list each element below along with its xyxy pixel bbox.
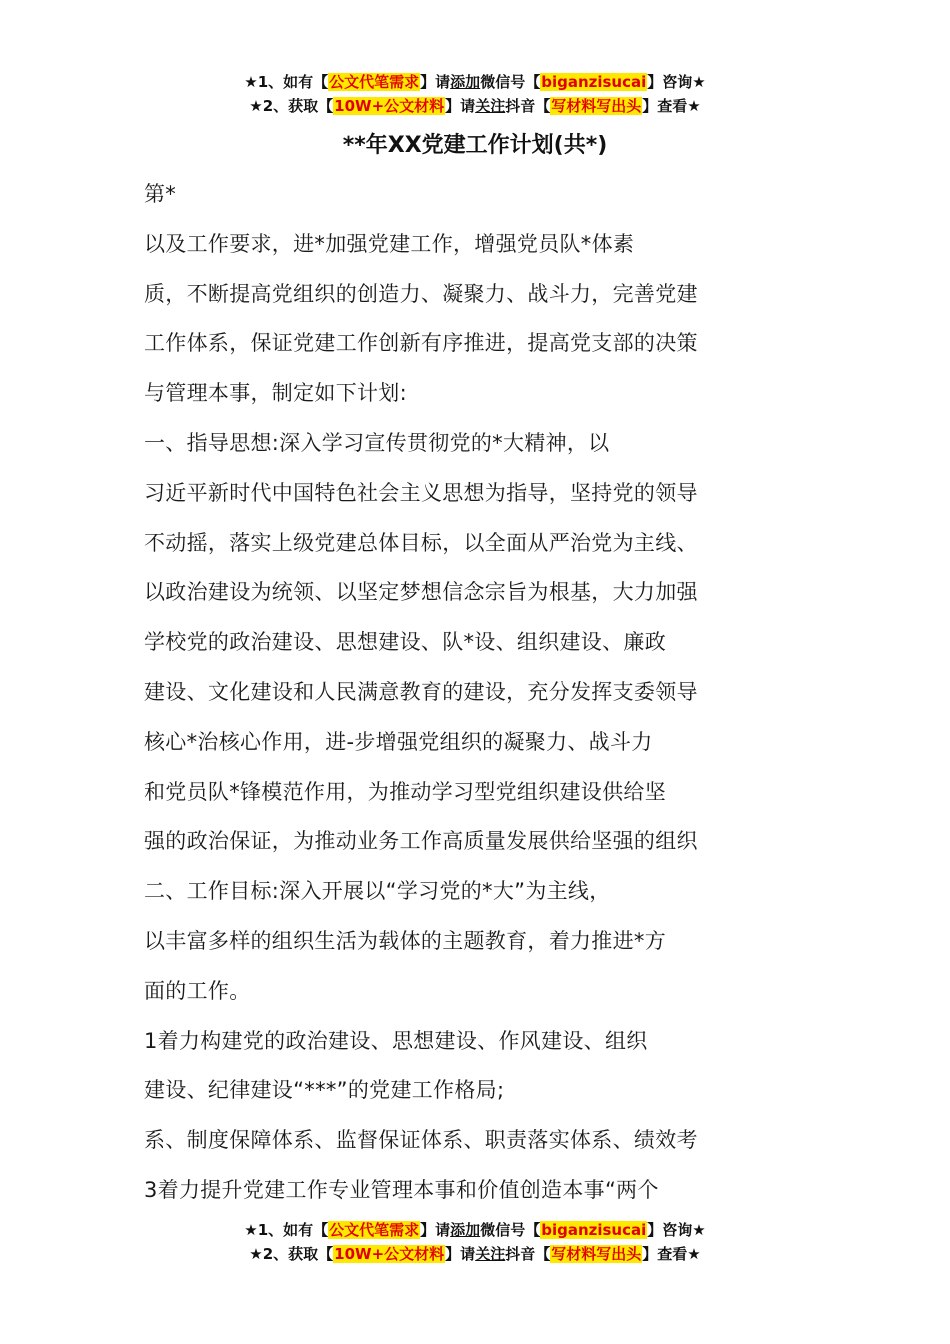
promo-text: 】查看 bbox=[642, 97, 688, 115]
text-line: 以丰富多样的组织生活为载体的主题教育，着力推进*方 bbox=[144, 928, 666, 953]
text-line: 第* bbox=[144, 182, 177, 206]
promo-text: 】咨询 bbox=[647, 73, 693, 91]
text-line: 一、指导思想:深入学习宣传贯彻党的*大精神，以 bbox=[144, 430, 610, 455]
star-icon: ★ bbox=[249, 97, 263, 115]
document-title: **年XX党建工作计划(共*) bbox=[342, 133, 608, 158]
promo-text: 微信号【 bbox=[480, 73, 541, 91]
text-line: 以政治建设为统领、以坚定梦想信念宗旨为根基，大力加强 bbox=[144, 580, 698, 605]
promo-text: 】请 bbox=[445, 97, 476, 115]
promo-underlined: 添加 bbox=[450, 73, 481, 91]
star-icon: ★ bbox=[244, 1221, 258, 1239]
text-line: 不动摇，落实上级党建总体目标，以全面从严治党为主线、 bbox=[144, 530, 698, 555]
footer-promo bbox=[0, 1218, 950, 1266]
text-line: 和党员队*锋模范作用，为推动学习型党组织建设供给坚 bbox=[144, 779, 666, 804]
star-icon: ★ bbox=[244, 73, 258, 91]
promo-text: 抖音【 bbox=[505, 1245, 551, 1263]
text-line: 强的政治保证，为推动业务工作高质量发展供给坚强的组织 bbox=[144, 829, 698, 854]
promo-text: 】咨询 bbox=[647, 1221, 693, 1239]
promo-line-1 bbox=[0, 70, 950, 94]
text-line: 建设、文化建设和人民满意教育的建设，充分发挥支委领导 bbox=[144, 679, 698, 704]
wechat-id: biganzisucai bbox=[541, 73, 647, 91]
promo-text: 】请 bbox=[420, 73, 451, 91]
promo-text: 1、如有【 bbox=[257, 1221, 329, 1239]
douyin-account: 写材料写出头 bbox=[551, 97, 642, 115]
promo-highlight: 公文代笔需求 bbox=[329, 1221, 420, 1239]
text-line: 建设、纪律建设“***”的党建工作格局; bbox=[144, 1078, 505, 1103]
promo-line-2 bbox=[0, 94, 950, 118]
promo-highlight: 10W+公文材料 bbox=[334, 97, 445, 115]
star-icon: ★ bbox=[249, 1245, 263, 1263]
text-line: 习近平新时代中国特色社会主义思想为指导，坚持党的领导 bbox=[144, 480, 698, 505]
promo-highlight: 10W+公文材料 bbox=[334, 1245, 445, 1263]
star-icon: ★ bbox=[687, 97, 701, 115]
douyin-account: 写材料写出头 bbox=[551, 1245, 642, 1263]
promo-text: 微信号【 bbox=[480, 1221, 541, 1239]
promo-text: 】查看 bbox=[642, 1245, 688, 1263]
promo-text: 抖音【 bbox=[505, 97, 551, 115]
text-line: 系、制度保障体系、监督保证体系、职责落实体系、绩效考 bbox=[144, 1128, 698, 1153]
text-line: 面的工作。 bbox=[144, 978, 251, 1003]
promo-text: 1、如有【 bbox=[257, 73, 329, 91]
text-line: 3着力提升党建工作专业管理本事和价值创造本事“两个 bbox=[144, 1177, 659, 1202]
promo-text: 2、获取【 bbox=[262, 1245, 334, 1263]
promo-underlined: 添加 bbox=[450, 1221, 481, 1239]
text-line: 二、工作目标:深入开展以“学习党的*大”为主线， bbox=[144, 879, 611, 904]
promo-underlined: 关注 bbox=[475, 1245, 506, 1263]
promo-line-2 bbox=[0, 1242, 950, 1266]
promo-text: 】请 bbox=[445, 1245, 476, 1263]
header-promo bbox=[0, 70, 950, 118]
document-body bbox=[144, 176, 744, 1222]
text-line: 与管理本事，制定如下计划: bbox=[144, 381, 407, 406]
promo-text: 】请 bbox=[420, 1221, 451, 1239]
star-icon: ★ bbox=[692, 1221, 706, 1239]
promo-underlined: 关注 bbox=[475, 97, 506, 115]
text-line: 核心*治核心作用，进-步增强党组织的凝聚力、战斗力 bbox=[144, 729, 653, 754]
text-line: 1着力构建党的政治建设、思想建设、作风建设、组织 bbox=[144, 1028, 648, 1053]
promo-line-1 bbox=[0, 1218, 950, 1242]
wechat-id: biganzisucai bbox=[541, 1221, 647, 1239]
star-icon: ★ bbox=[692, 73, 706, 91]
text-line: 学校党的政治建设、思想建设、队*设、组织建设、廉政 bbox=[144, 630, 666, 655]
text-line: 工作体系，保证党建工作创新有序推进，提高党支部的决策 bbox=[144, 331, 698, 356]
promo-highlight: 公文代笔需求 bbox=[329, 73, 420, 91]
text-line: 质，不断提高党组织的创造力、凝聚力、战斗力，完善党建 bbox=[144, 281, 698, 306]
promo-text: 2、获取【 bbox=[262, 97, 334, 115]
text-line: 以及工作要求，进*加强党建工作，增强党员队*体素 bbox=[144, 231, 635, 256]
star-icon: ★ bbox=[687, 1245, 701, 1263]
